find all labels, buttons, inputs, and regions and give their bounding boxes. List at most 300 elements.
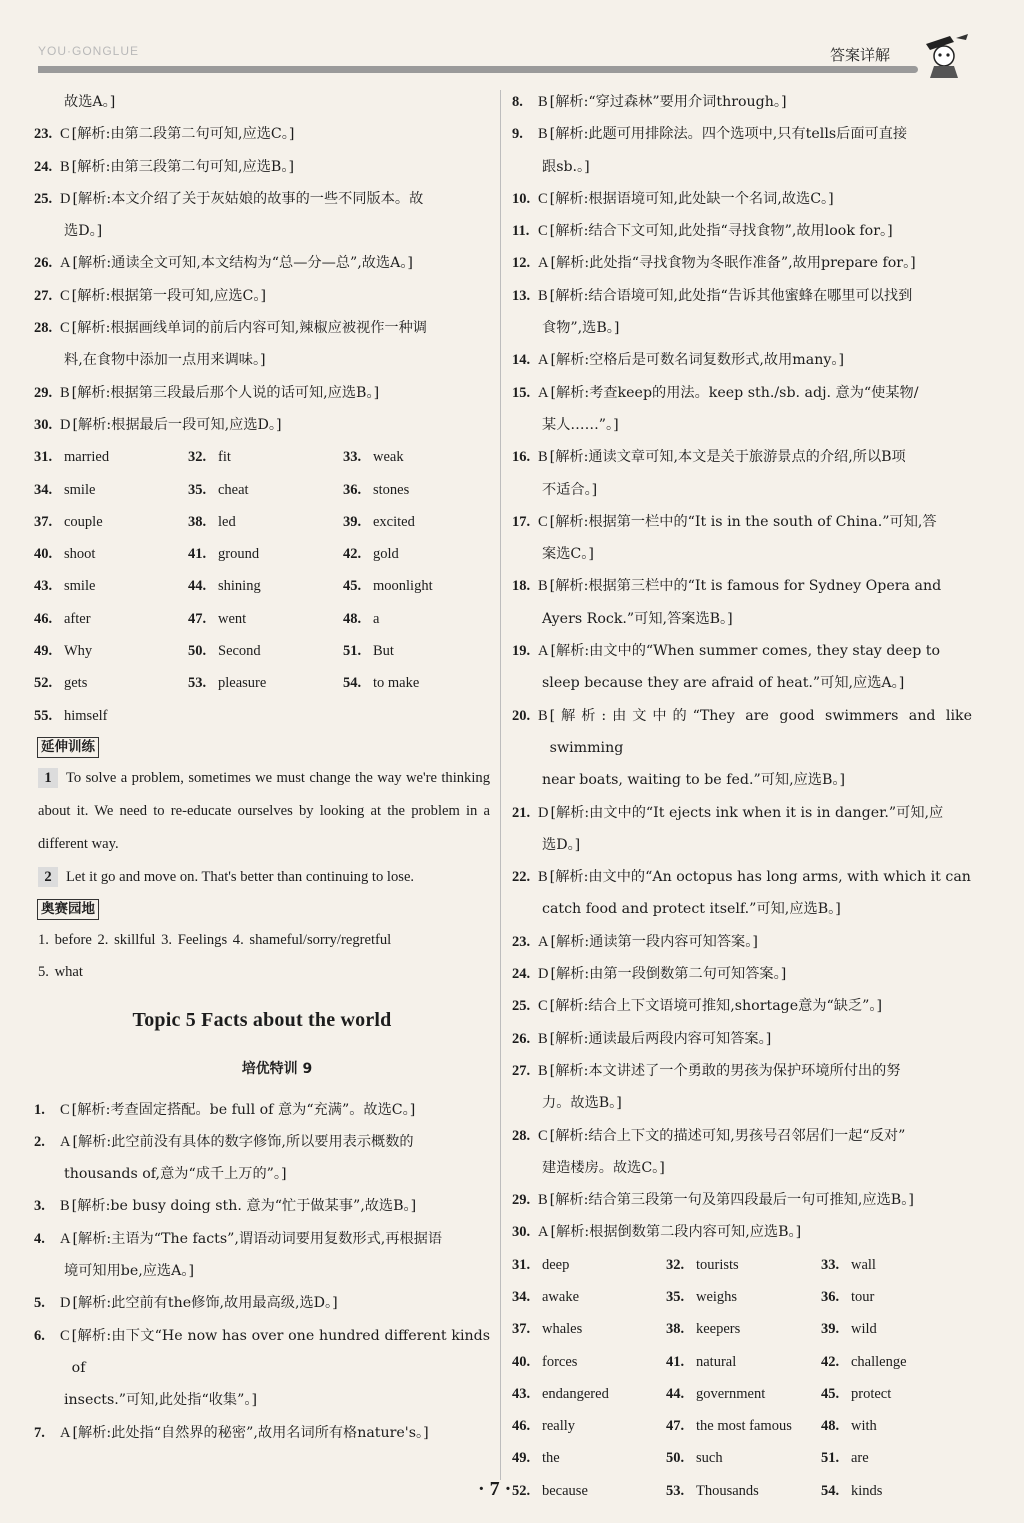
explanation-text: [解析:be busy doing sth. 意为“忙于做某事”,故选B。]	[71, 1198, 417, 1215]
word-answer	[821, 1249, 968, 1281]
explanation-text: [解析:根据第一段可知,应选C。]	[71, 287, 267, 304]
question-number: 8.	[512, 94, 523, 110]
word-answer	[666, 1249, 821, 1281]
word-answer-grid-right	[512, 1249, 972, 1507]
word-answer	[512, 1475, 666, 1507]
answer-item	[34, 151, 490, 183]
answer-item	[512, 797, 972, 829]
paragraph-text: To solve a problem, sometimes we must change the way we're thinking about it. We need to re-educate ourselves by looking at the problem in a different way.	[38, 769, 490, 852]
answer-letter: C	[60, 287, 70, 304]
question-number: 38.	[188, 513, 207, 530]
question-number: 17.	[512, 513, 531, 530]
answer-item	[34, 1094, 490, 1126]
explanation-continuation: sleep because they are afraid of heat.”可知,应选A。]	[542, 675, 905, 692]
explanation-text: [解析:此空前有the修饰,故用最高级,选D。]	[72, 1295, 338, 1312]
word-answer	[34, 700, 188, 732]
question-number: 37.	[512, 1321, 531, 1338]
word-answer	[666, 1410, 821, 1442]
word-answer	[34, 506, 188, 538]
question-number: 26.	[34, 255, 53, 272]
question-number: 16.	[512, 449, 531, 466]
question-number: 44.	[188, 578, 207, 595]
answer-item	[512, 377, 972, 409]
question-number: 23.	[512, 933, 531, 950]
question-number: 44.	[666, 1385, 685, 1402]
left-column	[34, 86, 490, 1449]
word-answer	[34, 603, 188, 635]
explanation-text: [解析:通读文章可知,本文是关于旅游景点的介绍,所以B项	[549, 449, 906, 466]
question-number: 46.	[512, 1418, 531, 1435]
explanation-text: [解析:由文中的“An octopus has long arms, with which it can	[549, 869, 971, 886]
question-number: 36.	[343, 481, 362, 498]
word-text: moonlight	[373, 578, 433, 595]
answer-item	[512, 506, 972, 538]
word-text: kinds	[851, 1482, 883, 1499]
answer-letter: C	[538, 513, 548, 530]
answer-item	[512, 635, 972, 667]
word-text: married	[64, 449, 110, 466]
question-number: 49.	[34, 643, 53, 660]
word-text: with	[851, 1418, 877, 1435]
question-number: 35.	[188, 481, 207, 498]
explanation-text: [解析:空格后是可数名词复数形式,故用many。]	[550, 352, 844, 369]
question-number: 15.	[512, 384, 531, 401]
answer-item	[512, 861, 972, 893]
question-number: 41.	[666, 1353, 685, 1370]
question-number: 54.	[343, 675, 362, 692]
explanation-text: [解析:由文中的“It ejects ink when it is in danger.”可知,应	[550, 804, 944, 821]
olympiad-label: 奥赛园地	[37, 899, 99, 920]
answer-item	[34, 377, 490, 409]
word-text: forces	[542, 1353, 578, 1370]
answer-letter: A	[538, 1224, 549, 1241]
word-answer	[512, 1281, 666, 1313]
question-number: 28.	[34, 320, 53, 337]
question-number: 13.	[512, 287, 531, 304]
answer-letter: D	[60, 1295, 71, 1312]
answer-list-right	[512, 86, 972, 1249]
explanation-text: [解析:根据第一栏中的“It is in the south of China.”可知,答	[549, 513, 937, 530]
word-text: gold	[373, 546, 399, 563]
answer-item	[34, 1223, 490, 1255]
word-text: keepers	[696, 1321, 741, 1338]
word-text: after	[64, 610, 91, 627]
answer-letter: D	[60, 416, 71, 433]
word-answer	[512, 1249, 666, 1281]
answer-letter: A	[60, 255, 71, 272]
topic-title: Topic 5 Facts about the world	[132, 1008, 392, 1031]
word-text: led	[218, 513, 236, 530]
paragraph-number: 1	[38, 768, 58, 788]
word-text: Thousands	[696, 1482, 759, 1499]
question-number: 48.	[343, 610, 362, 627]
explanation-continuation: 食物”,选B。]	[542, 320, 620, 337]
training-subtitle: 培优特训 9	[241, 1060, 313, 1077]
question-number: 32.	[666, 1256, 685, 1273]
question-number: 3.	[34, 1198, 45, 1215]
explanation-text: [解析:考查固定搭配。be full of 意为“充满”。故选C。]	[71, 1101, 416, 1118]
explanation-continuation: 不适合。]	[542, 481, 598, 498]
word-text: went	[218, 610, 247, 627]
explanation-text: [解析:结合上下文的描述可知,男孩号召邻居们一起“反对”	[549, 1127, 906, 1144]
question-number: 18.	[512, 578, 531, 595]
answer-item	[512, 280, 972, 312]
question-number: 10.	[512, 190, 531, 207]
answer-letter: A	[60, 1424, 71, 1441]
word-answer	[188, 474, 343, 506]
answer-item	[34, 183, 490, 215]
question-number: 42.	[821, 1353, 840, 1370]
explanation-text: [解析:由第三段第二句可知,应选B。]	[71, 158, 294, 175]
word-text: deep	[542, 1256, 570, 1273]
answer-letter: B	[538, 449, 548, 466]
answer-item	[34, 118, 490, 150]
explanation-text: [解析:通读全文可知,本文结构为“总—分—总”,故选A。]	[72, 255, 413, 272]
word-answer-grid	[34, 441, 490, 732]
answer-letter: B	[538, 707, 548, 724]
answer-item	[512, 1120, 972, 1152]
question-number: 52.	[34, 675, 53, 692]
explanation-continuation: insects.”可知,此处指“收集”。]	[64, 1392, 257, 1409]
question-number: 30.	[34, 416, 53, 433]
explanation-text: [解析:通读最后两段内容可知答案。]	[549, 1030, 772, 1047]
explanation-text: [解析:通读第一段内容可知答案。]	[550, 933, 758, 950]
word-answer	[821, 1281, 968, 1313]
word-answer	[821, 1313, 968, 1345]
word-text: endangered	[542, 1385, 609, 1402]
question-number: 5.	[34, 1295, 45, 1312]
word-text: protect	[851, 1385, 892, 1402]
explanation-text: [解析:此空前没有具体的数字修饰,所以要用表示概数的	[72, 1133, 414, 1150]
word-answer	[343, 474, 490, 506]
question-number: 39.	[821, 1321, 840, 1338]
question-number: 48.	[821, 1418, 840, 1435]
answer-item	[512, 183, 972, 215]
question-number: 29.	[512, 1192, 531, 1209]
right-column	[512, 86, 972, 1507]
answer-letter: A	[538, 933, 549, 950]
explanation-text: [解析:结合上下文语境可推知,shortage意为“缺乏”。]	[549, 998, 883, 1015]
question-number: 25.	[34, 190, 53, 207]
word-answer	[821, 1475, 968, 1507]
explanation-text: [解析:由下文“He now has over one hundred different kinds of	[71, 1327, 490, 1376]
question-number: 47.	[666, 1418, 685, 1435]
answer-item	[512, 700, 972, 765]
question-number: 45.	[821, 1385, 840, 1402]
word-text: tour	[851, 1288, 875, 1305]
answer-item	[512, 215, 972, 247]
word-answer	[666, 1346, 821, 1378]
extension-paragraph	[34, 861, 490, 894]
explanation-continuation: 力。故选B。]	[542, 1095, 622, 1112]
paragraph-number: 2	[38, 867, 58, 887]
answer-item	[512, 1184, 972, 1216]
answer-letter: A	[538, 352, 549, 369]
explanation-continuation: 某人……”。]	[542, 416, 619, 433]
explanation-continuation: thousands of,意为“成千上万的”。]	[64, 1166, 287, 1183]
extension-training-label: 延伸训练	[37, 737, 99, 758]
answer-item	[512, 86, 972, 118]
question-number: 11.	[512, 223, 530, 240]
mascot-icon	[920, 34, 972, 78]
word-answer	[821, 1410, 968, 1442]
column-divider	[500, 90, 501, 1480]
word-text: shining	[218, 578, 261, 595]
word-text: smile	[64, 578, 96, 595]
question-number: 38.	[666, 1321, 685, 1338]
explanation-text: [解析:“穿过森林”要用介词through。]	[549, 94, 787, 110]
word-answer	[512, 1410, 666, 1442]
answer-letter: B	[538, 578, 548, 595]
word-answer	[512, 1313, 666, 1345]
word-text: wall	[851, 1256, 876, 1273]
answer-item	[512, 926, 972, 958]
answer-letter: C	[538, 190, 548, 207]
explanation-text: [解析:结合语境可知,此处指“告诉其他蜜蜂在哪里可以找到	[549, 287, 913, 304]
word-text: a	[373, 610, 380, 627]
explanation-text: [解析:此处指“寻找食物为冬眠作准备”,故用prepare for。]	[550, 255, 916, 272]
answer-letter: C	[60, 320, 70, 337]
answer-item	[512, 118, 972, 150]
explanation-text: [解析:根据第三段最后那个人说的话可知,应选B。]	[71, 384, 380, 401]
header-bar	[38, 66, 918, 73]
question-number: 53.	[666, 1482, 685, 1499]
word-text: because	[542, 1482, 588, 1499]
word-answer	[343, 667, 490, 699]
answer-item	[34, 280, 490, 312]
question-number: 43.	[34, 578, 53, 595]
question-number: 34.	[512, 1288, 531, 1305]
question-number: 19.	[512, 643, 531, 660]
word-text: the most famous	[696, 1418, 792, 1435]
word-answer	[666, 1378, 821, 1410]
explanation-text: [解析:本文介绍了关于灰姑娘的故事的一些不同版本。故	[72, 190, 424, 207]
word-answer	[34, 441, 188, 473]
question-number: 12.	[512, 255, 531, 272]
word-answer	[512, 1346, 666, 1378]
answer-item	[34, 247, 490, 279]
answer-letter: A	[538, 384, 549, 401]
page-number: · 7 ·	[478, 1478, 512, 1500]
explanation-text: [解析:根据倒数第二段内容可知,应选B。]	[550, 1224, 802, 1241]
olympiad-answers-line-2: 5. what	[38, 964, 83, 981]
word-answer	[34, 667, 188, 699]
paragraph-text: Let it go and move on. That's better than continuing to lose.	[66, 868, 415, 885]
explanation-continuation: 建造楼房。故选C。]	[542, 1159, 665, 1176]
answer-letter: B	[60, 384, 70, 401]
answer-letter: B	[538, 94, 548, 110]
word-text: natural	[696, 1353, 737, 1370]
question-number: 31.	[34, 449, 53, 466]
question-number: 47.	[188, 610, 207, 627]
question-number: 52.	[512, 1482, 531, 1499]
question-number: 30.	[512, 1224, 531, 1241]
word-answer	[343, 506, 490, 538]
word-answer	[343, 603, 490, 635]
question-number: 22.	[512, 869, 531, 886]
question-number: 36.	[821, 1288, 840, 1305]
brand-text: YOU·GONGLUE	[38, 44, 140, 58]
question-number: 51.	[821, 1450, 840, 1467]
word-text: But	[373, 643, 394, 660]
answer-letter: B	[60, 1198, 70, 1215]
answer-letter: B	[538, 1030, 548, 1047]
word-answer	[188, 538, 343, 570]
explanation-text: [解析:根据最后一段可知,应选D。]	[72, 416, 282, 433]
word-answer	[343, 570, 490, 602]
explanation-continuation: catch food and protect itself.”可知,应选B。]	[542, 901, 841, 918]
word-text: shoot	[64, 546, 96, 563]
explanation-continuation: 跟sb.。]	[542, 158, 590, 175]
word-answer	[188, 667, 343, 699]
word-answer	[821, 1346, 968, 1378]
question-number: 42.	[343, 546, 362, 563]
question-number: 46.	[34, 610, 53, 627]
word-text: such	[696, 1450, 723, 1467]
word-text: whales	[542, 1321, 583, 1338]
word-answer	[821, 1442, 968, 1474]
answer-item	[512, 990, 972, 1022]
extension-paragraphs	[34, 762, 490, 894]
answer-item	[512, 247, 972, 279]
answer-item	[512, 1055, 972, 1087]
word-answer	[666, 1281, 821, 1313]
word-answer	[34, 570, 188, 602]
word-answer	[666, 1442, 821, 1474]
explanation-continuation: 案选C。]	[542, 546, 594, 563]
explanation-text: [解析:由第一段倒数第二句可知答案。]	[550, 966, 787, 983]
explanation-continuation: 选D。]	[64, 223, 103, 240]
answer-letter: A	[60, 1133, 71, 1150]
question-number: 24.	[512, 966, 531, 983]
word-answer	[188, 603, 343, 635]
answer-item	[512, 570, 972, 602]
explanation-continuation: 选D。]	[542, 836, 581, 853]
question-number: 41.	[188, 546, 207, 563]
header-title: 答案详解	[830, 46, 891, 64]
answer-letter: C	[538, 223, 548, 240]
word-text: couple	[64, 513, 103, 530]
answer-list-1	[34, 118, 490, 441]
word-text: himself	[64, 707, 108, 724]
answer-letter: B	[60, 158, 70, 175]
answer-letter: A	[60, 1230, 71, 1247]
answer-letter: B	[538, 869, 548, 886]
answer-item	[34, 1287, 490, 1319]
question-number: 14.	[512, 352, 531, 369]
word-text: fit	[218, 449, 231, 466]
word-text: wild	[851, 1321, 877, 1338]
word-answer	[666, 1475, 821, 1507]
question-number: 29.	[34, 384, 53, 401]
answer-letter: C	[60, 1327, 70, 1344]
question-number: 49.	[512, 1450, 531, 1467]
word-answer	[188, 635, 343, 667]
explanation-text: [解析:此题可用排除法。四个选项中,只有tells后面可直接	[549, 126, 908, 143]
explanation-continuation: 料,在食物中添加一点用来调味。]	[64, 352, 266, 369]
word-answer	[821, 1378, 968, 1410]
answer-letter: B	[538, 287, 548, 304]
explanation-continuation: near boats, waiting to be fed.”可知,应选B。]	[542, 772, 846, 789]
answer-item	[34, 1190, 490, 1222]
word-answer	[512, 1442, 666, 1474]
answer-letter: C	[60, 126, 70, 143]
answer-item	[34, 409, 490, 441]
question-number: 51.	[343, 643, 362, 660]
explanation-text: [解析:本文讲述了一个勇敢的男孩为保护环境所付出的努	[549, 1062, 901, 1079]
answer-letter: B	[538, 126, 548, 143]
question-number: 1.	[34, 1101, 45, 1118]
word-text: awake	[542, 1288, 580, 1305]
question-number: 20.	[512, 707, 531, 724]
word-answer	[188, 506, 343, 538]
question-number: 6.	[34, 1327, 45, 1344]
word-answer	[34, 474, 188, 506]
answer-letter: D	[538, 966, 549, 983]
explanation-text: [解析:考查keep的用法。keep sth./sb. adj. 意为“使某物/	[550, 384, 919, 401]
word-text: really	[542, 1418, 576, 1435]
word-answer	[188, 441, 343, 473]
answer-letter: C	[60, 1101, 70, 1118]
word-answer	[343, 635, 490, 667]
explanation-text: [解析:由文中的“They are good swimmers and like swimming	[549, 707, 972, 756]
answer-letter: C	[538, 1127, 548, 1144]
question-number: 9.	[512, 126, 523, 143]
question-number: 2.	[34, 1133, 45, 1150]
word-text: pleasure	[218, 675, 267, 692]
word-text: excited	[373, 513, 415, 530]
question-number: 43.	[512, 1385, 531, 1402]
explanation-text: [解析:结合下文可知,此处指“寻找食物”,故用look for。]	[549, 223, 893, 240]
question-number: 35.	[666, 1288, 685, 1305]
question-number: 23.	[34, 126, 53, 143]
answer-item	[34, 1417, 490, 1449]
answer-letter: A	[538, 255, 549, 272]
answer-letter: B	[538, 1192, 548, 1209]
question-number: 33.	[821, 1256, 840, 1273]
answer-item	[34, 1320, 490, 1385]
answer-letter: D	[60, 190, 71, 207]
explanation-text: [解析:根据语境可知,此处缺一个名词,故选C。]	[549, 190, 834, 207]
answer-letter: C	[538, 998, 548, 1015]
answer-item	[512, 441, 972, 473]
question-number: 45.	[343, 578, 362, 595]
explanation-text: [解析:根据画线单词的前后内容可知,辣椒应被视作一种调	[71, 320, 427, 337]
word-answer	[188, 570, 343, 602]
answer-item	[512, 958, 972, 990]
page-header	[0, 0, 1024, 92]
question-number: 24.	[34, 158, 53, 175]
question-number: 31.	[512, 1256, 531, 1273]
word-text: ground	[218, 546, 260, 563]
word-text: stones	[373, 481, 410, 498]
question-number: 32.	[188, 449, 207, 466]
explanation-text: [解析:此处指“自然界的秘密”,故用名词所有格nature's。]	[72, 1424, 429, 1441]
answer-list-2	[34, 1094, 490, 1449]
explanation-continuation: Ayers Rock.”可知,答案选B。]	[542, 610, 733, 627]
word-text: the	[542, 1450, 560, 1467]
explanation-text: [解析:结合第三段第一句及第四段最后一句可推知,应选B。]	[549, 1192, 914, 1209]
question-number: 50.	[188, 643, 207, 660]
question-number: 21.	[512, 804, 531, 821]
explanation-continuation: 境可知用be,应选A。]	[64, 1263, 194, 1280]
question-number: 26.	[512, 1030, 531, 1047]
question-number: 40.	[512, 1353, 531, 1370]
word-answer	[343, 441, 490, 473]
word-text: smile	[64, 481, 96, 498]
question-number: 27.	[34, 287, 53, 304]
word-answer	[34, 635, 188, 667]
